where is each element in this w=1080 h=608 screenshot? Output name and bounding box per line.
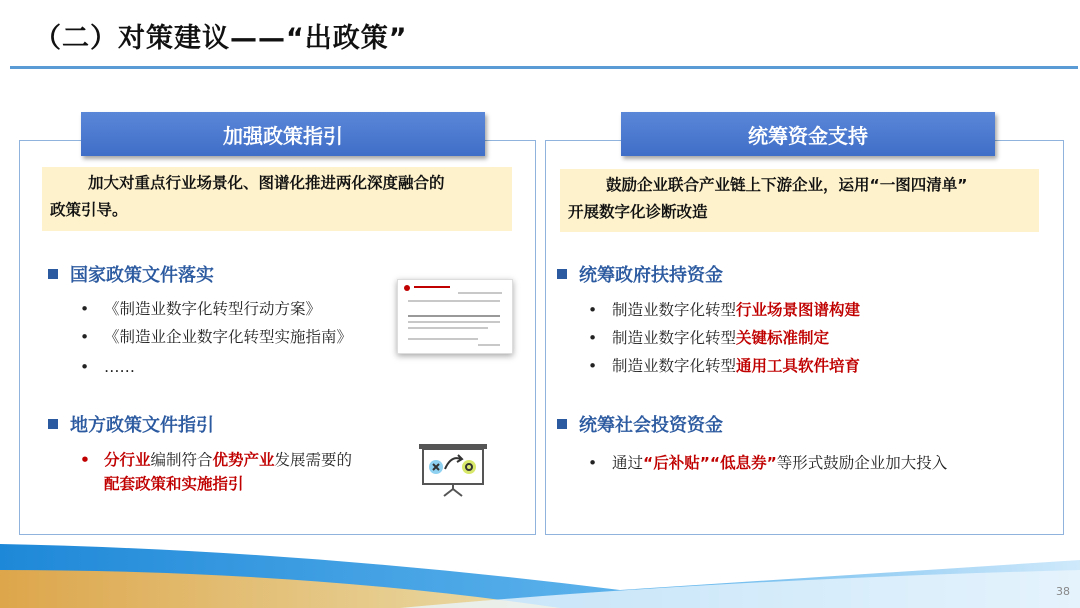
title-divider xyxy=(10,66,1078,69)
right-section1-label: 统筹政府扶持资金 xyxy=(579,265,723,286)
highlight-text: 分行业 xyxy=(104,451,151,469)
plain-text: 制造业数字化转型 xyxy=(612,329,737,347)
right-section2-label: 统筹社会投资资金 xyxy=(579,415,723,436)
highlight-text: “后补贴” xyxy=(643,454,710,472)
right-s2-item-1-text xyxy=(612,451,947,475)
bullet-icon: • xyxy=(588,329,598,347)
highlight-text: 行业场景图谱构建 xyxy=(736,301,861,319)
strategy-board-icon xyxy=(418,443,488,497)
bullet-icon: • xyxy=(80,358,90,376)
left-s1-item-3-text: …… xyxy=(104,358,135,376)
plain-text: 制造业数字化转型 xyxy=(612,357,737,375)
bullet-icon: • xyxy=(588,454,598,472)
left-section1-label: 国家政策文件落实 xyxy=(70,265,214,286)
highlight-text: 关键标准制定 xyxy=(736,329,830,347)
left-s1-item-1 xyxy=(80,297,321,321)
left-s2-item-1 xyxy=(80,448,400,496)
plain-text: 通过 xyxy=(612,454,644,472)
bullet-icon: • xyxy=(80,451,90,469)
left-note-line2: 政策引导。 xyxy=(50,201,128,219)
right-s2-item-1 xyxy=(588,451,947,475)
page-number: 38 xyxy=(1056,585,1070,598)
slide-title: （二）对策建议——“出政策” xyxy=(34,23,408,54)
bullet-icon: • xyxy=(80,300,90,318)
right-note-line1: 鼓励企业联合产业链上下游企业，运用“一图四清单” xyxy=(606,176,968,194)
left-panel-header: 加强政策指引 xyxy=(81,112,485,156)
right-note-line2: 开展数字化诊断改造 xyxy=(568,203,708,221)
section-square-icon xyxy=(48,269,58,279)
left-note-line1: 加大对重点行业场景化、图谱化推进两化深度融合的 xyxy=(88,174,445,192)
left-s1-item-3 xyxy=(80,355,135,379)
plain-text: 制造业数字化转型 xyxy=(612,301,737,319)
right-section2-title xyxy=(557,411,723,437)
highlight-text: “低息券” xyxy=(709,454,777,472)
right-s1-item-3 xyxy=(588,354,860,378)
plain-text: 发展需要的 xyxy=(274,451,353,469)
left-section1-title xyxy=(48,261,214,287)
right-s1-item-1-text xyxy=(612,298,860,322)
right-note xyxy=(560,169,1039,232)
section-square-icon xyxy=(557,419,567,429)
left-s2-item-1-text xyxy=(104,448,352,496)
highlight-text: 优势产业 xyxy=(212,451,275,469)
left-s1-item-2 xyxy=(80,325,352,349)
bullet-icon: • xyxy=(80,328,90,346)
highlight-text: 配套政策和实施指引 xyxy=(104,475,244,493)
section-square-icon xyxy=(557,269,567,279)
right-panel-header: 统筹资金支持 xyxy=(621,112,995,156)
decorative-wave xyxy=(0,540,1080,608)
highlight-text: 通用工具软件培育 xyxy=(736,357,861,375)
left-s1-item-2-text: 《制造业企业数字化转型实施指南》 xyxy=(104,328,353,346)
left-note xyxy=(42,167,512,231)
plain-text: 等形式鼓励企业加大投入 xyxy=(776,454,948,472)
right-s1-item-1 xyxy=(588,298,860,322)
plain-text: 编制符合 xyxy=(150,451,213,469)
right-section1-title xyxy=(557,261,723,287)
left-s1-item-1-text: 《制造业数字化转型行动方案》 xyxy=(104,300,322,318)
bullet-icon: • xyxy=(588,301,598,319)
right-s1-item-3-text xyxy=(612,354,860,378)
policy-document-thumbnail xyxy=(397,279,513,354)
right-s1-item-2 xyxy=(588,326,829,350)
section-square-icon xyxy=(48,419,58,429)
right-s1-item-2-text xyxy=(612,326,829,350)
bullet-icon: • xyxy=(588,357,598,375)
left-section2-label: 地方政策文件指引 xyxy=(70,415,214,436)
left-section2-title xyxy=(48,411,214,437)
